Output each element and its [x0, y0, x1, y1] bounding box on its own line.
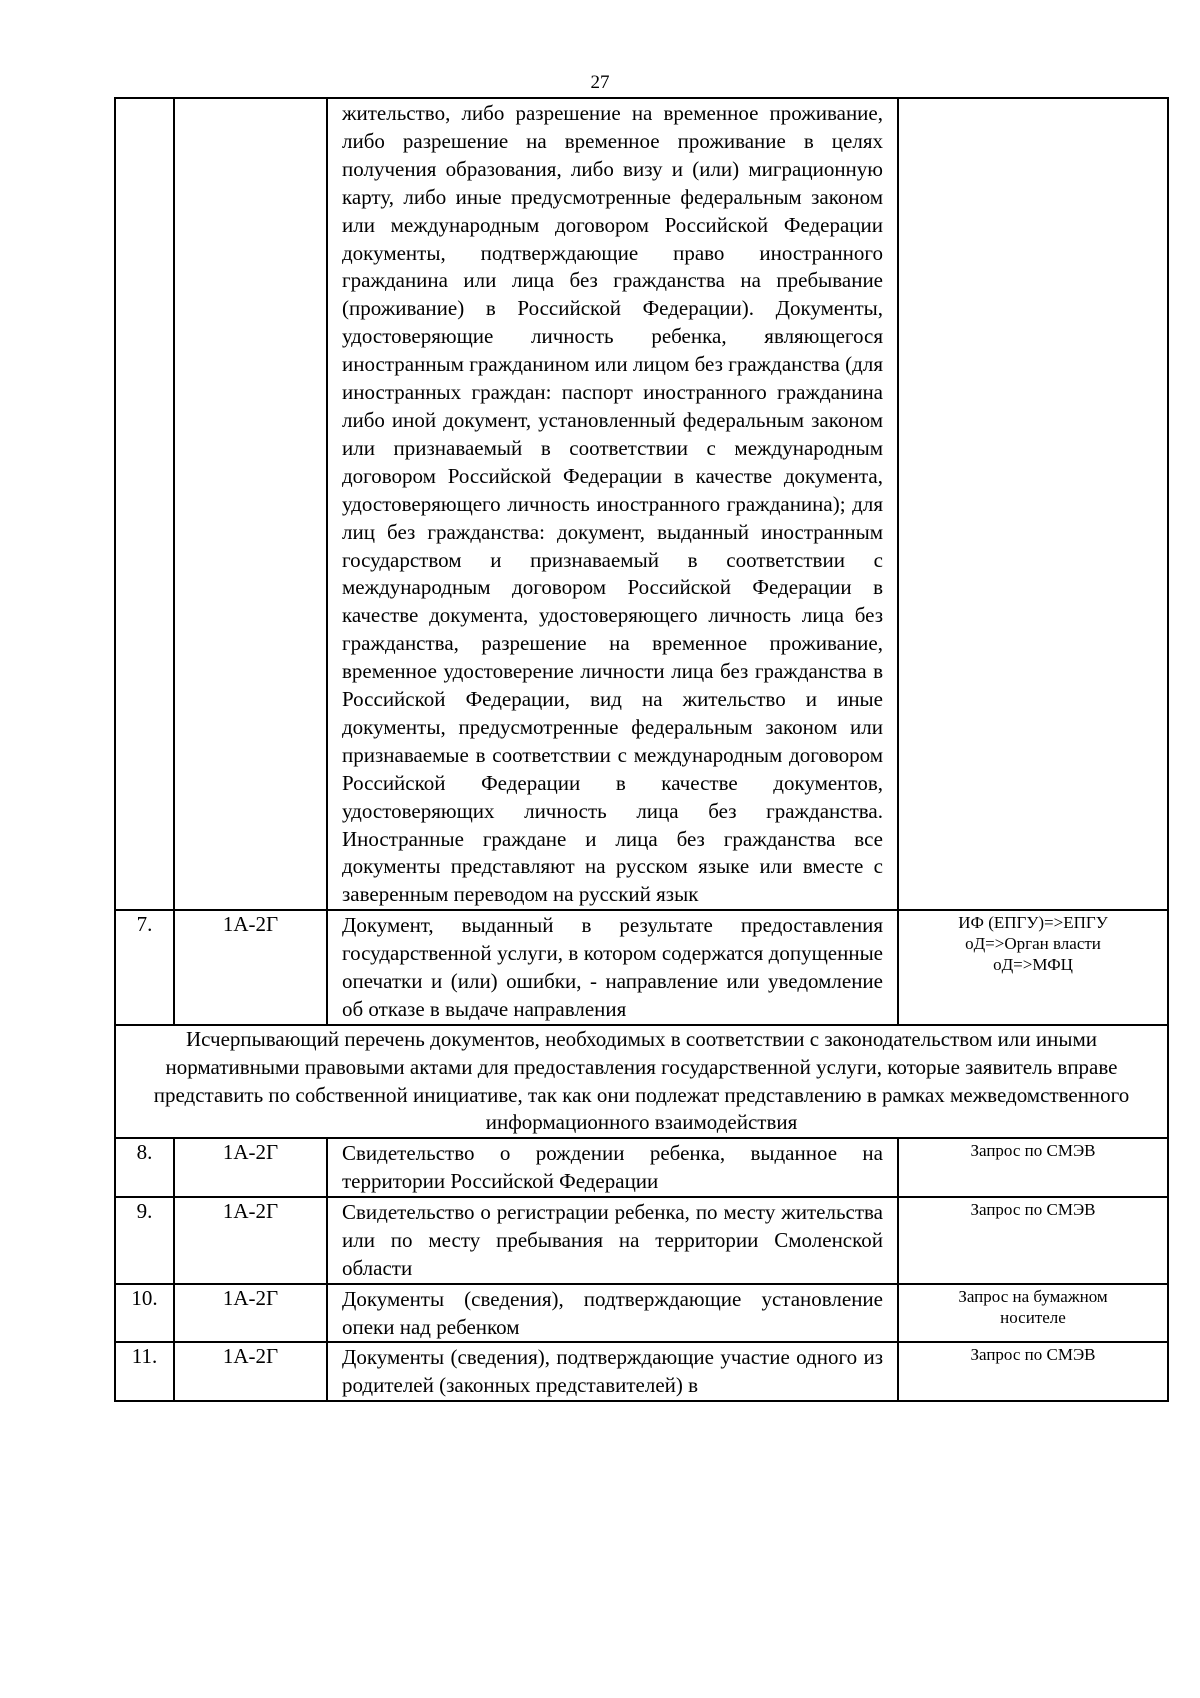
row-number: 11.: [115, 1342, 174, 1401]
row-source: [898, 910, 1168, 1025]
row-source: [898, 1138, 1168, 1197]
documents-table: [114, 97, 1169, 1402]
row-code-cell: [174, 98, 327, 910]
row-source-line: ИФ (ЕПГУ)=>ЕПГУ: [958, 913, 1108, 933]
row-text: Свидетельство о рождении ребенка, выданное на территории Российской Федерации: [327, 1138, 898, 1197]
row-text: Документы (сведения), подтверждающие участие одного из родителей (законных представителей) в: [327, 1342, 898, 1401]
row-text: Свидетельство о регистрации ребенка, по месту жительства или по месту пребывания на территории Смоленской области: [327, 1197, 898, 1284]
table-row: [115, 1284, 1168, 1343]
row-text-cell: [327, 98, 898, 910]
row-code: 1А-2Г: [174, 1284, 327, 1343]
row-source: [898, 1197, 1168, 1284]
row-source-cell: [898, 98, 1168, 910]
row-source: [898, 1342, 1168, 1401]
row-source-line: носителе: [1000, 1307, 1066, 1327]
row-source-line: оД=>МФЦ: [993, 955, 1073, 975]
section-header: Исчерпывающий перечень документов, необходимых в соответствии с законодательством или иными нормативными правовыми актами для предоставления государственной услуги, которые заявитель вправе представить по собственной инициативе, так как они подлежат представлению в рамках межведомственного информационного взаимодействия: [115, 1025, 1168, 1138]
row-source-line: оД=>Орган власти: [965, 934, 1101, 954]
page-number: 27: [590, 72, 610, 93]
row-number-cell: [115, 98, 174, 910]
table-row: [115, 1342, 1168, 1401]
row-number: 9.: [115, 1197, 174, 1284]
row-source-line: Запрос по СМЭВ: [970, 1141, 1096, 1161]
row-number: 7.: [115, 910, 174, 1025]
row-number: 8.: [115, 1138, 174, 1197]
row-text: Документы (сведения), подтверждающие установление опеки над ребенком: [327, 1284, 898, 1343]
row-source-line: Запрос по СМЭВ: [970, 1345, 1096, 1365]
row-text: Документ, выданный в результате предоставления государственной услуги, в котором содержатся допущенные опечатки и (или) ошибки, - направление или уведомление об отказе в выдаче направления: [327, 910, 898, 1025]
row-code: 1А-2Г: [174, 910, 327, 1025]
row-code: 1А-2Г: [174, 1138, 327, 1197]
row-code: 1А-2Г: [174, 1342, 327, 1401]
table-row: [115, 1138, 1168, 1197]
table-row: [115, 1197, 1168, 1284]
table-row-continued: [115, 98, 1168, 910]
row-number: 10.: [115, 1284, 174, 1343]
row-source: [898, 1284, 1168, 1343]
table-row: [115, 910, 1168, 1025]
row-source-line: Запрос на бумажном: [958, 1286, 1108, 1306]
row-code: 1А-2Г: [174, 1197, 327, 1284]
continued-text: жительство, либо разрешение на временное проживание, либо разрешение на временное проживание в целях получения образования, либо визу и (или) миграционную карту, либо иные предусмотренные федеральным законом или международным договором Российской Федерации документы, подтверждающие право иностранного гражданина или лица без гражданства на пребывание (проживание) в Российской Федерации). Документы, удостоверяющие личность ребенка, являющегося иностранным гражданином или лицом без гражданства (для иностранных граждан: паспорт иностранного гражданина либо иной документ, установленный федеральным законом или признаваемый в соответствии с международным договором Российской Федерации в качестве документа, удостоверяющего личность иностранного гражданина); для лиц без гражданства: документ, выданный иностранным государством и признаваемый в соответствии с международным договором Российской Федерации в качестве документа, удостоверяющего личность лица без гражданства, разрешение на временное проживание, временное удостоверение личности лица без гражданства в Российской Федерации, вид на жительство и иные документы, предусмотренные федеральным законом или признаваемые в соответствии с международным договором Российской Федерации в качестве документов, удостоверяющих личность лица без гражданства. Иностранные граждане и лица без гражданства все документы представляют на русском языке или вместе с заверенным переводом на русский язык: [342, 101, 883, 907]
section-header-row: [115, 1025, 1168, 1138]
row-source-line: Запрос по СМЭВ: [970, 1199, 1096, 1219]
